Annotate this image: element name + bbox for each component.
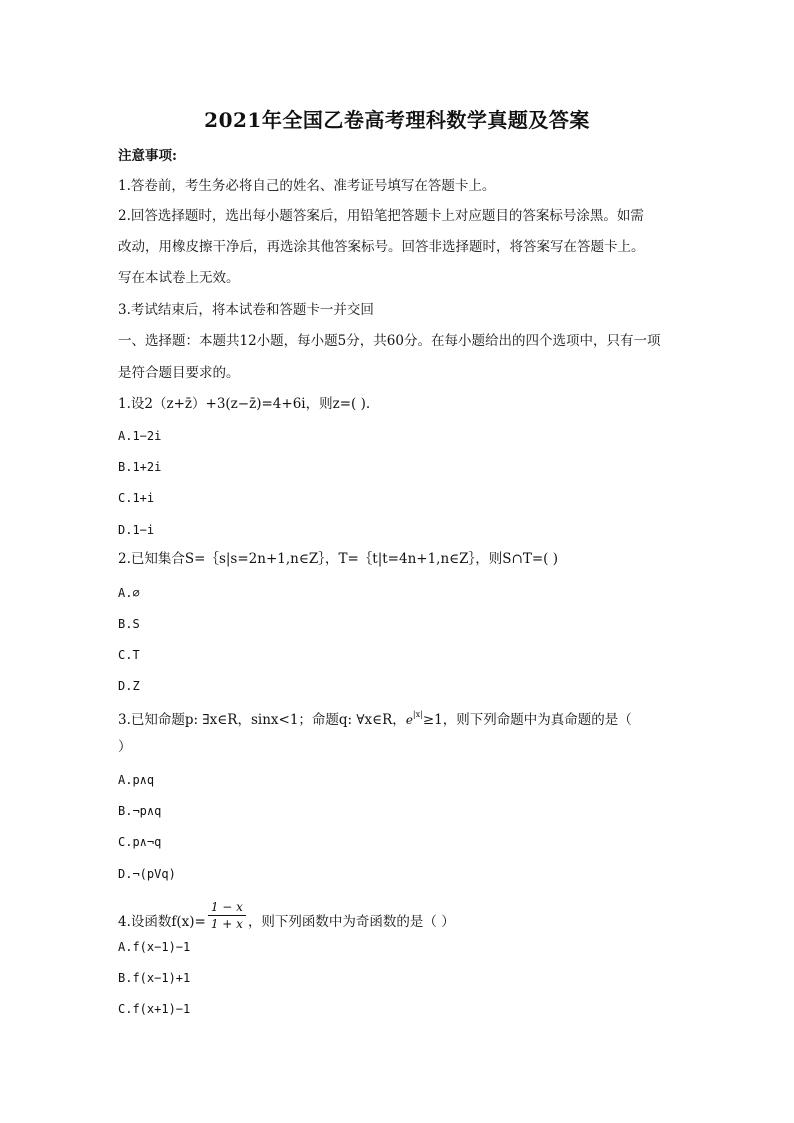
- question-3-stem-end: ≥1，则下列命题中为真命题的是（: [422, 712, 632, 728]
- fraction-denominator: 1 + x: [210, 917, 243, 931]
- question-4-option-b: B.f(x−1)+1: [118, 971, 191, 985]
- section-1-heading-line-1: 一、选择题：本题共12小题，每小题5分，共60分。在每小题给出的四个选项中，只有一项: [118, 333, 661, 349]
- question-3-stem-continuation: ）: [118, 739, 132, 755]
- question-2-option-a: A.∅: [118, 586, 140, 600]
- question-2-option-d: D.Z: [118, 679, 140, 693]
- question-2-option-c: C.T: [118, 648, 140, 662]
- question-1-option-a: A.1−2i: [118, 429, 162, 443]
- question-3-option-d: D.¬(pVq): [118, 867, 176, 881]
- question-1-option-d: D.1−i: [118, 523, 155, 537]
- fraction-numerator: 1 − x: [208, 899, 246, 916]
- notice-heading: 注意事项:: [118, 148, 177, 164]
- exponential-power: |x|: [412, 710, 423, 719]
- question-3-option-c: C.p∧¬q: [118, 835, 162, 849]
- notice-item-3: 3.考试结束后，将本试卷和答题卡一并交回: [118, 302, 374, 318]
- exponential-base: e: [405, 713, 413, 727]
- section-1-heading-line-2: 是符合题目要求的。: [118, 365, 240, 381]
- question-1-option-c: C.1+i: [118, 491, 155, 505]
- fraction-expression: [208, 899, 246, 932]
- question-1-option-b: B.1+2i: [118, 460, 162, 474]
- document-title: 2021年全国乙卷高考理科数学真题及答案: [204, 108, 590, 132]
- question-4-option-a: A.f(x−1)−1: [118, 940, 191, 954]
- question-4-option-c: C.f(x+1)−1: [118, 1002, 191, 1016]
- question-4-stem-start: 4.设函数f(x)=: [118, 914, 206, 930]
- question-3-stem: [118, 705, 688, 730]
- question-3-stem-start: 3.已知命题p: ∃x∈R，sinx<1；命题q: ∀x∈R，: [118, 712, 406, 728]
- exponential-expression: [405, 710, 423, 727]
- notice-item-2-line-3: 写在本试卷上无效。: [118, 270, 240, 286]
- question-2-stem: 2.已知集合S=｛s|s=2n+1,n∈Z｝，T=｛t|t=4n+1,n∈Z｝，则S∩T=( ): [118, 551, 558, 567]
- question-4-stem-end: ，则下列函数中为奇函数的是（ ）: [247, 914, 455, 930]
- question-3-option-a: A.p∧q: [118, 773, 155, 787]
- notice-item-2-line-2: 改动，用橡皮擦干净后，再选涂其他答案标号。回答非选择题时，将答案写在答题卡上。: [118, 239, 645, 255]
- notice-item-2-line-1: 2.回答选择题时，选出每小题答案后，用铅笔把答题卡上对应题目的答案标号涂黑。如需: [118, 208, 644, 224]
- question-3-option-b: B.¬p∧q: [118, 804, 162, 818]
- question-4-stem: [118, 900, 688, 939]
- notice-item-1: 1.答卷前，考生务必将自己的姓名、准考证号填写在答题卡上。: [118, 178, 496, 194]
- question-2-option-b: B.S: [118, 617, 140, 631]
- question-1-stem: 1.设2（z+z̄）+3(z−z̄)=4+6i，则z=( ).: [118, 396, 371, 412]
